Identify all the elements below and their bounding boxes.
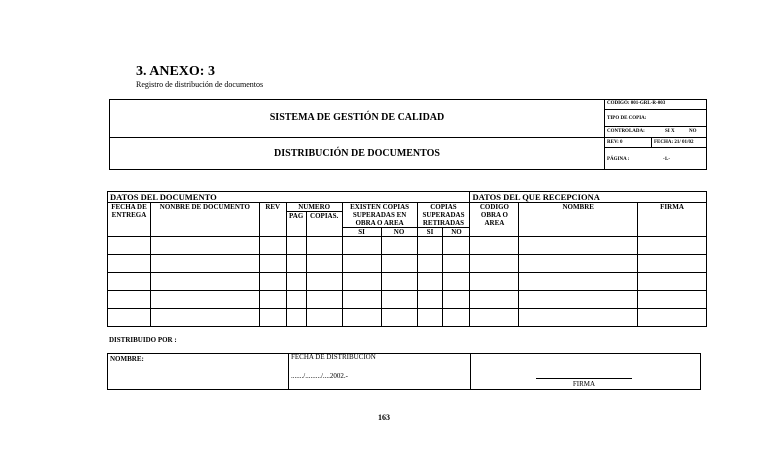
document-title: DISTRIBUCIÓN DE DOCUMENTOS: [274, 148, 440, 159]
document-header: [109, 99, 707, 170]
col-pag: PAG: [286, 212, 306, 237]
distribution-date-value: ......./........./....2002.-: [291, 372, 348, 380]
annex-title: 3. ANEXO: 3: [136, 64, 215, 79]
distribution-date-label: FECHA DE DISTRIBUCION: [291, 353, 376, 361]
col-nombre: NOMBRE: [519, 203, 638, 237]
col-existen-copias: EXISTEN COPIAS SUPERADAS EN OBRA O AREA: [342, 203, 417, 228]
name-label: NOMBRE:: [110, 355, 144, 363]
col-rev: REV: [259, 203, 286, 237]
section-document: DATOS DEL DOCUMENTO: [108, 192, 470, 203]
col-copias-superadas: COPIAS SUPERADAS RETIRADAS: [417, 203, 470, 228]
date-label: FECHA: 21/ 01/02: [654, 140, 694, 145]
page-number: 163: [378, 413, 390, 422]
col-existen-no: NO: [381, 228, 417, 237]
distributed-by-label: DISTRIBUIDO POR :: [109, 336, 177, 344]
col-firma: FIRMA: [638, 203, 707, 237]
revision-label: REV: 0: [607, 140, 623, 145]
code-label: CODIGO: 001-GRL-R-003: [607, 101, 666, 106]
col-retiradas-si: SI: [417, 228, 443, 237]
table-row: [108, 273, 707, 291]
system-title: SISTEMA DE GESTIÓN DE CALIDAD: [269, 112, 445, 123]
signature-line: [536, 378, 632, 379]
page-value: -1.-: [663, 157, 671, 162]
col-numero: NUMERO: [286, 203, 342, 212]
controlled-label: CONTROLADA:: [607, 129, 645, 134]
table-row: [108, 291, 707, 309]
distribution-footer: [107, 353, 701, 390]
annex-subtitle: Registro de distribución de documentos: [136, 80, 264, 89]
table-row: [108, 255, 707, 273]
distribution-table: [107, 191, 707, 327]
signature-label: FIRMA: [572, 380, 596, 388]
controlled-yes: SI X: [665, 129, 675, 134]
col-fecha-entrega: FECHA DE ENTREGA: [108, 203, 151, 237]
table-row: [108, 309, 707, 327]
section-recipient: DATOS DEL QUE RECEPCIONA: [470, 192, 707, 203]
col-codigo-obra: CODIGO OBRA O AREA: [470, 203, 519, 237]
copy-type-label: TIPO DE COPIA:: [607, 116, 647, 121]
col-existen-si: SI: [342, 228, 381, 237]
page-label: PÁGINA :: [607, 157, 630, 162]
table-row: [108, 237, 707, 255]
col-copias: COPIAS.: [306, 212, 342, 237]
controlled-no: NO: [689, 129, 697, 134]
col-retiradas-no: NO: [443, 228, 470, 237]
col-nombre-documento: NONBRE DE DOCUMENTO: [150, 203, 259, 237]
